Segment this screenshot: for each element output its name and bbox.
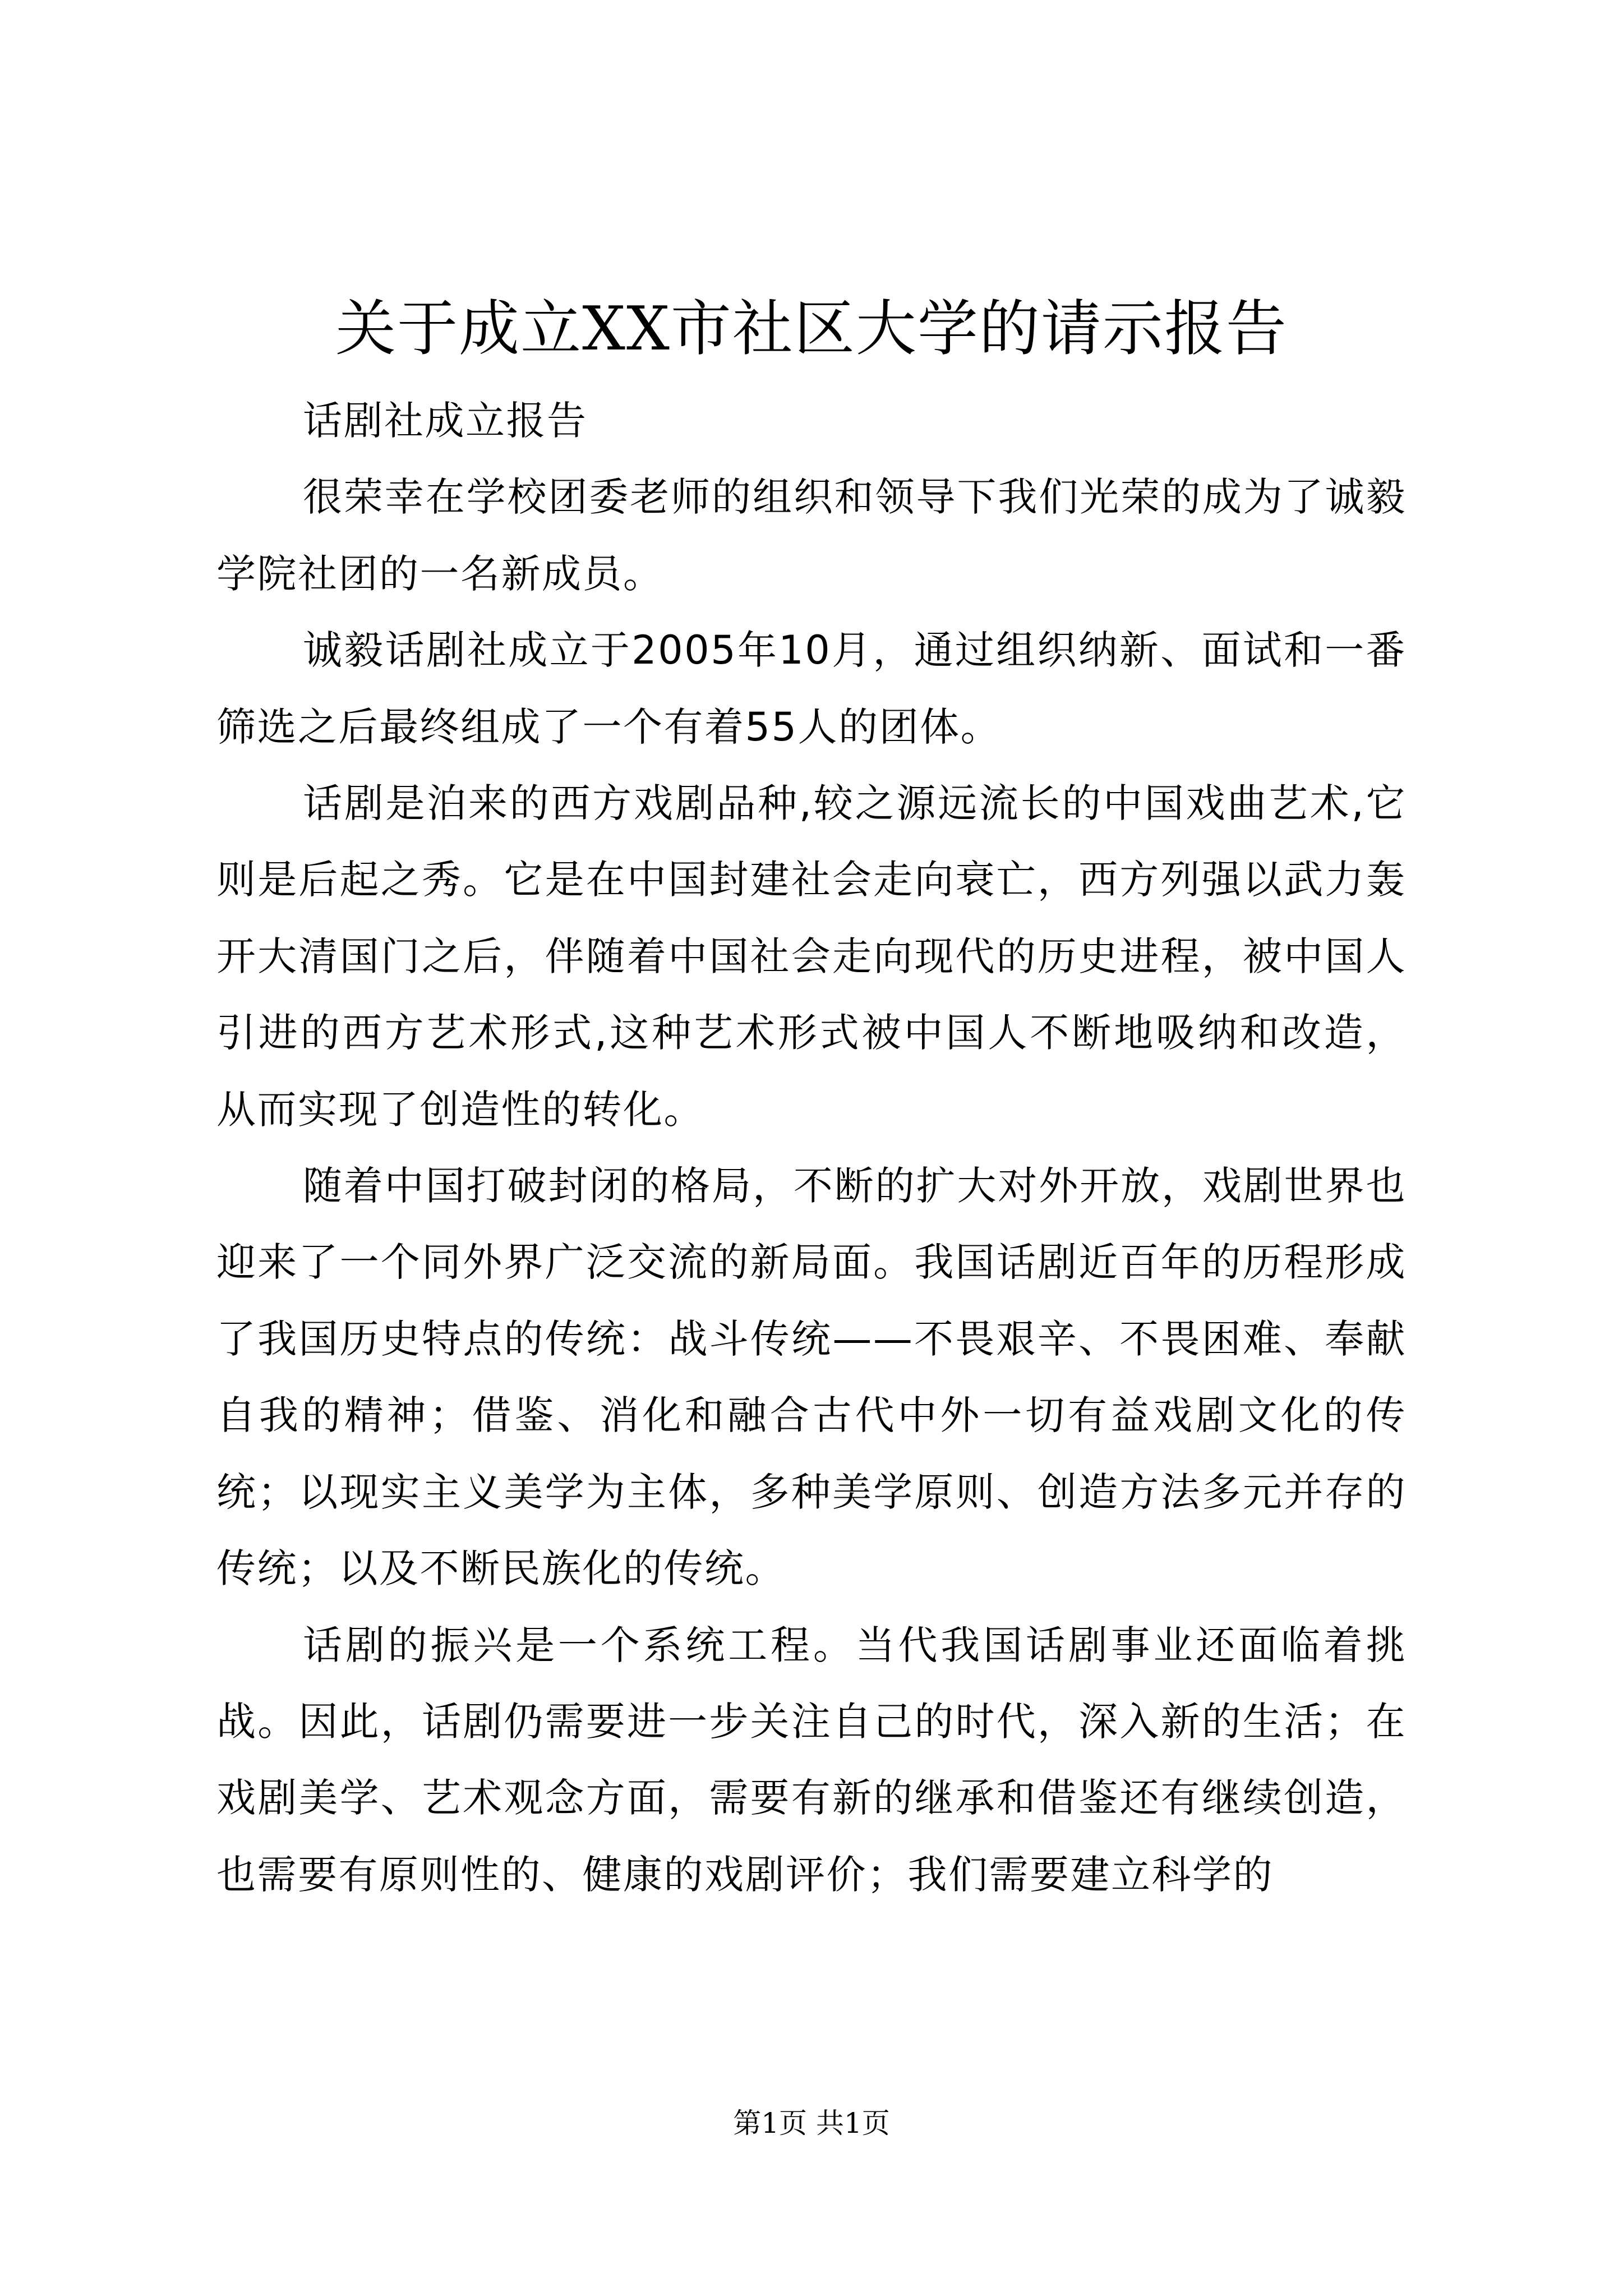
page-footer: 第1页 共1页 [733, 2107, 890, 2139]
paragraph: 随着中国打破封闭的格局，不断的扩大对外开放，戏剧世界也迎来了一个同外界广泛交流的新局面。我国话剧近百年的历程形成了我国历史特点的传统：战斗传统——不畏艰辛、不畏困难、奉献自我的精神；借鉴、消化和融合古代中外一切有益戏剧文化的传统；以现实主义美学为主体，多种美学原则、创造方法多元并存的传统；以及不断民族化的传统。 [216, 1163, 1407, 1592]
document-body [216, 383, 1407, 1913]
paragraph: 话剧的振兴是一个系统工程。当代我国话剧事业还面临着挑战。因此，话剧仍需要进一步关注自己的时代，深入新的生活；在戏剧美学、艺术观念方面，需要有新的继承和借鉴还有继续创造，也需要有原则性的、健康的戏剧评价；我们需要建立科学的 [216, 1622, 1407, 1898]
paragraph-subtitle: 话剧社成立报告 [303, 398, 588, 444]
paragraph: 很荣幸在学校团委老师的组织和领导下我们光荣的成为了诚毅学院社团的一名新成员。 [216, 474, 1407, 597]
document-title: 关于成立XX市社区大学的请示报告 [335, 294, 1288, 364]
paragraph: 诚毅话剧社成立于2005年10月，通过组织纳新、面试和一番筛选之后最终组成了一个有着55人的团体。 [216, 627, 1407, 750]
paragraph: 话剧是泊来的西方戏剧品种,较之源远流长的中国戏曲艺术,它则是后起之秀。它是在中国封建社会走向衰亡，西方列强以武力轰开大清国门之后，伴随着中国社会走向现代的历史进程，被中国人引进的西方艺术形式,这种艺术形式被中国人不断地吸纳和改造，从而实现了创造性的转化。 [216, 780, 1407, 1133]
